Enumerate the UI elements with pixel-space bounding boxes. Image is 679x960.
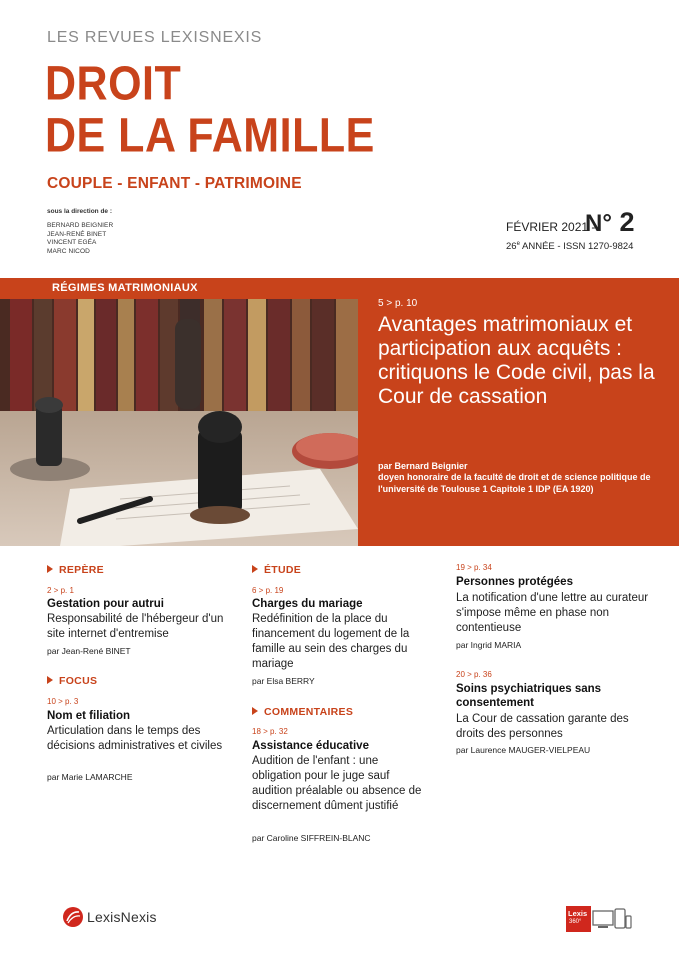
lexis-badge-sub: 360°: [569, 919, 582, 925]
article-summary: Audition de l'enfant : une obligation pour le juge sauf audition préalable ou absence de discernement dûment justifié: [252, 755, 422, 812]
article-ref: 18 > p. 32: [252, 727, 288, 736]
triangle-icon: [252, 707, 258, 715]
article-author: par Ingrid MARIA: [456, 640, 522, 650]
article-ref: 20 > p. 36: [456, 670, 492, 679]
article-ref: 6 > p. 19: [252, 586, 284, 595]
directors-list: [47, 222, 113, 256]
section-etude: [252, 564, 301, 576]
issue-year-issn: [506, 241, 633, 252]
featured-affiliation: doyen honoraire de la faculté de droit et de science politique de l'université de Toulouse 1 Capitole 1 IDP (EA 1920): [378, 472, 651, 494]
article-title[interactable]: Personnes protégées: [456, 576, 573, 588]
article-author: par Caroline SIFFREIN-BLANC: [252, 833, 371, 843]
featured-title[interactable]: Avantages matrimoniaux et participation aux acquêts : critiquons le Code civil, pas la Cour de cassation: [378, 313, 655, 408]
article-title[interactable]: Soins psychiatriques sans consentement: [456, 683, 602, 709]
featured-author: par Bernard Beignier: [378, 461, 468, 471]
article-title[interactable]: Assistance éducative: [252, 740, 369, 752]
lexis-badge-box: [566, 906, 591, 932]
devices-icon: [592, 908, 632, 932]
section-label: REPÈRE: [59, 564, 104, 576]
article-summary: Redéfinition de la place du financement du logement de la famille au sein des charges du mariage: [252, 613, 410, 670]
section-commentaires: [252, 706, 353, 718]
triangle-icon: [47, 565, 53, 573]
journal-title-line1: DROIT: [45, 56, 182, 111]
director-name: JEAN-RENÉ BINET: [47, 230, 107, 238]
featured-photo: [0, 299, 358, 546]
journal-title-line2: DE LA FAMILLE: [45, 108, 375, 163]
issue-number-prefix: N°: [585, 210, 612, 237]
issue-year-issn-text: ANNÉE - ISSN 1270-9824: [519, 241, 634, 253]
article-ref: 10 > p. 3: [47, 697, 79, 706]
issue-number: [585, 207, 634, 238]
article-author: par Laurence MAUGER-VIELPEAU: [456, 745, 591, 755]
triangle-icon: [47, 676, 53, 684]
article-summary: Articulation dans le temps des décisions administratives et civiles: [47, 725, 223, 752]
direction-label: sous la direction de :: [47, 208, 113, 215]
director-name: MARC NICOD: [47, 247, 90, 255]
article-ref: 19 > p. 34: [456, 563, 492, 572]
section-label: FOCUS: [59, 675, 98, 687]
director-name: BERNARD BEIGNIER: [47, 222, 114, 229]
triangle-icon: [252, 565, 258, 573]
issue-number-value: 2: [619, 207, 635, 237]
article-title[interactable]: Charges du mariage: [252, 598, 363, 610]
featured-ref: 5 > p. 10: [378, 298, 418, 309]
article-author: par Jean-René BINET: [47, 646, 131, 656]
lexisnexis-logo-icon: [62, 906, 84, 928]
article-summary: La notification d'une lettre au curateur s'impose même en phase non contentieuse: [456, 592, 649, 634]
director-name: VINCENT EGÉA: [47, 239, 97, 247]
issue-year-sup: e: [516, 241, 520, 247]
article-summary: La Cour de cassation garante des droits des personnes: [456, 713, 629, 740]
article-title[interactable]: Gestation pour autrui: [47, 598, 164, 610]
section-label: ÉTUDE: [264, 564, 302, 576]
article-summary: Responsabilité de l'hébergeur d'un site internet d'entremise: [47, 613, 224, 640]
section-label: COMMENTAIRES: [264, 706, 354, 718]
article-author: par Marie LAMARCHE: [47, 772, 133, 782]
section-focus: [47, 675, 97, 687]
article-author: par Elsa BERRY: [252, 676, 315, 686]
lexis-badge-text: Lexis: [568, 909, 588, 918]
series-name: LES REVUES LEXISNEXIS: [47, 29, 263, 46]
featured-section-label: RÉGIMES MATRIMONIAUX: [52, 282, 198, 294]
journal-subtitle: COUPLE - ENFANT - PATRIMOINE: [47, 175, 302, 192]
article-title[interactable]: Nom et filiation: [47, 710, 131, 722]
issue-year-number: 26: [506, 241, 517, 253]
article-ref: 2 > p. 1: [47, 586, 74, 595]
stamp-photo-illustration: [0, 299, 358, 546]
lexisnexis-brand: LexisNexis: [87, 909, 157, 925]
section-repere: [47, 564, 104, 576]
issue-date: FÉVRIER 2021 -: [506, 220, 596, 234]
